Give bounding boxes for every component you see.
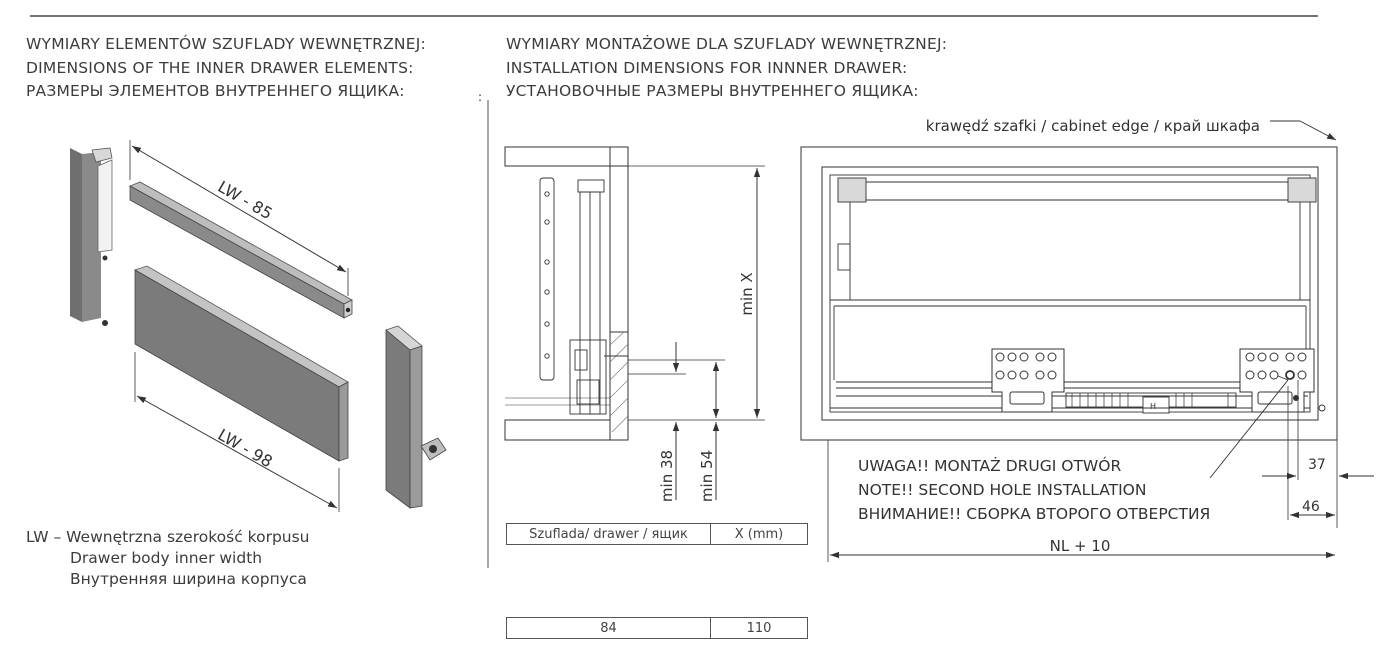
mounting-bracket-left bbox=[992, 349, 1064, 412]
side-section-cabinet bbox=[505, 147, 628, 440]
second-hole-note bbox=[858, 456, 1210, 523]
hole-h-label: H bbox=[1150, 402, 1157, 411]
legend-line-ru: Внутренняя ширина корпуса bbox=[70, 570, 307, 588]
mounting-bracket-right bbox=[1240, 349, 1314, 412]
drawer-side-right bbox=[386, 326, 446, 508]
d37-label: 37 bbox=[1308, 457, 1326, 473]
left-header-ru: РАЗМЕРЫ ЭЛЕМЕНТОВ ВНУТРЕННЕГО ЯЩИКА: bbox=[26, 82, 405, 100]
left-header-en: DIMENSIONS OF THE INNER DRAWER ELEMENTS: bbox=[26, 58, 414, 77]
min54-dimension bbox=[698, 362, 716, 502]
drawer-side-left bbox=[70, 148, 112, 326]
note-pl: UWAGA!! MONTAŻ DRUGI OTWÓR bbox=[858, 457, 1122, 475]
right-header-en: INSTALLATION DIMENSIONS FOR INNNER DRAWER: bbox=[506, 58, 908, 77]
note-en: NOTE!! SECOND HOLE INSTALLATION bbox=[858, 481, 1147, 499]
right-header-ru: УСТАНОВОЧНЫЕ РАЗМЕРЫ ВНУТРЕННЕГО ЯЩИКА: bbox=[506, 82, 919, 100]
table-header-x: X (mm) bbox=[711, 524, 808, 545]
cabinet-edge-callout bbox=[926, 117, 1336, 140]
cabinet-edge-label: krawędź szafki / cabinet edge / край шкафа bbox=[925, 117, 1260, 135]
right-header-pl: WYMIARY MONTAŻOWE DLA SZUFLADY WEWNĘTRZNEJ: bbox=[506, 35, 948, 53]
min-x-dimension bbox=[628, 166, 765, 420]
table-cell-x: 110 bbox=[711, 618, 808, 639]
nl10-label: NL + 10 bbox=[1049, 537, 1111, 555]
left-header-pl: WYMIARY ELEMENTÓW SZUFLADY WEWNĘTRZNEJ: bbox=[26, 35, 426, 53]
note-ru: ВНИМАНИЕ!! СБОРКА ВТОРОГО ОТВЕРСТИЯ bbox=[858, 505, 1211, 523]
min-x-label: min X bbox=[738, 272, 756, 316]
legend-line-pl: LW – Wewnętrzna szerokość korpusu bbox=[26, 528, 310, 546]
table-cell-drawer: 84 bbox=[507, 618, 711, 639]
d46-label: 46 bbox=[1302, 499, 1320, 515]
table-header-drawer: Szuflada/ drawer / ящик bbox=[507, 524, 711, 545]
min54-label: min 54 bbox=[698, 449, 716, 503]
lw85-label: LW - 85 bbox=[214, 177, 276, 224]
legend-line-en: Drawer body inner width bbox=[70, 549, 263, 567]
divider-colon: : bbox=[478, 90, 483, 104]
min38-label: min 38 bbox=[658, 449, 676, 503]
lw98-label: LW - 98 bbox=[214, 425, 276, 472]
